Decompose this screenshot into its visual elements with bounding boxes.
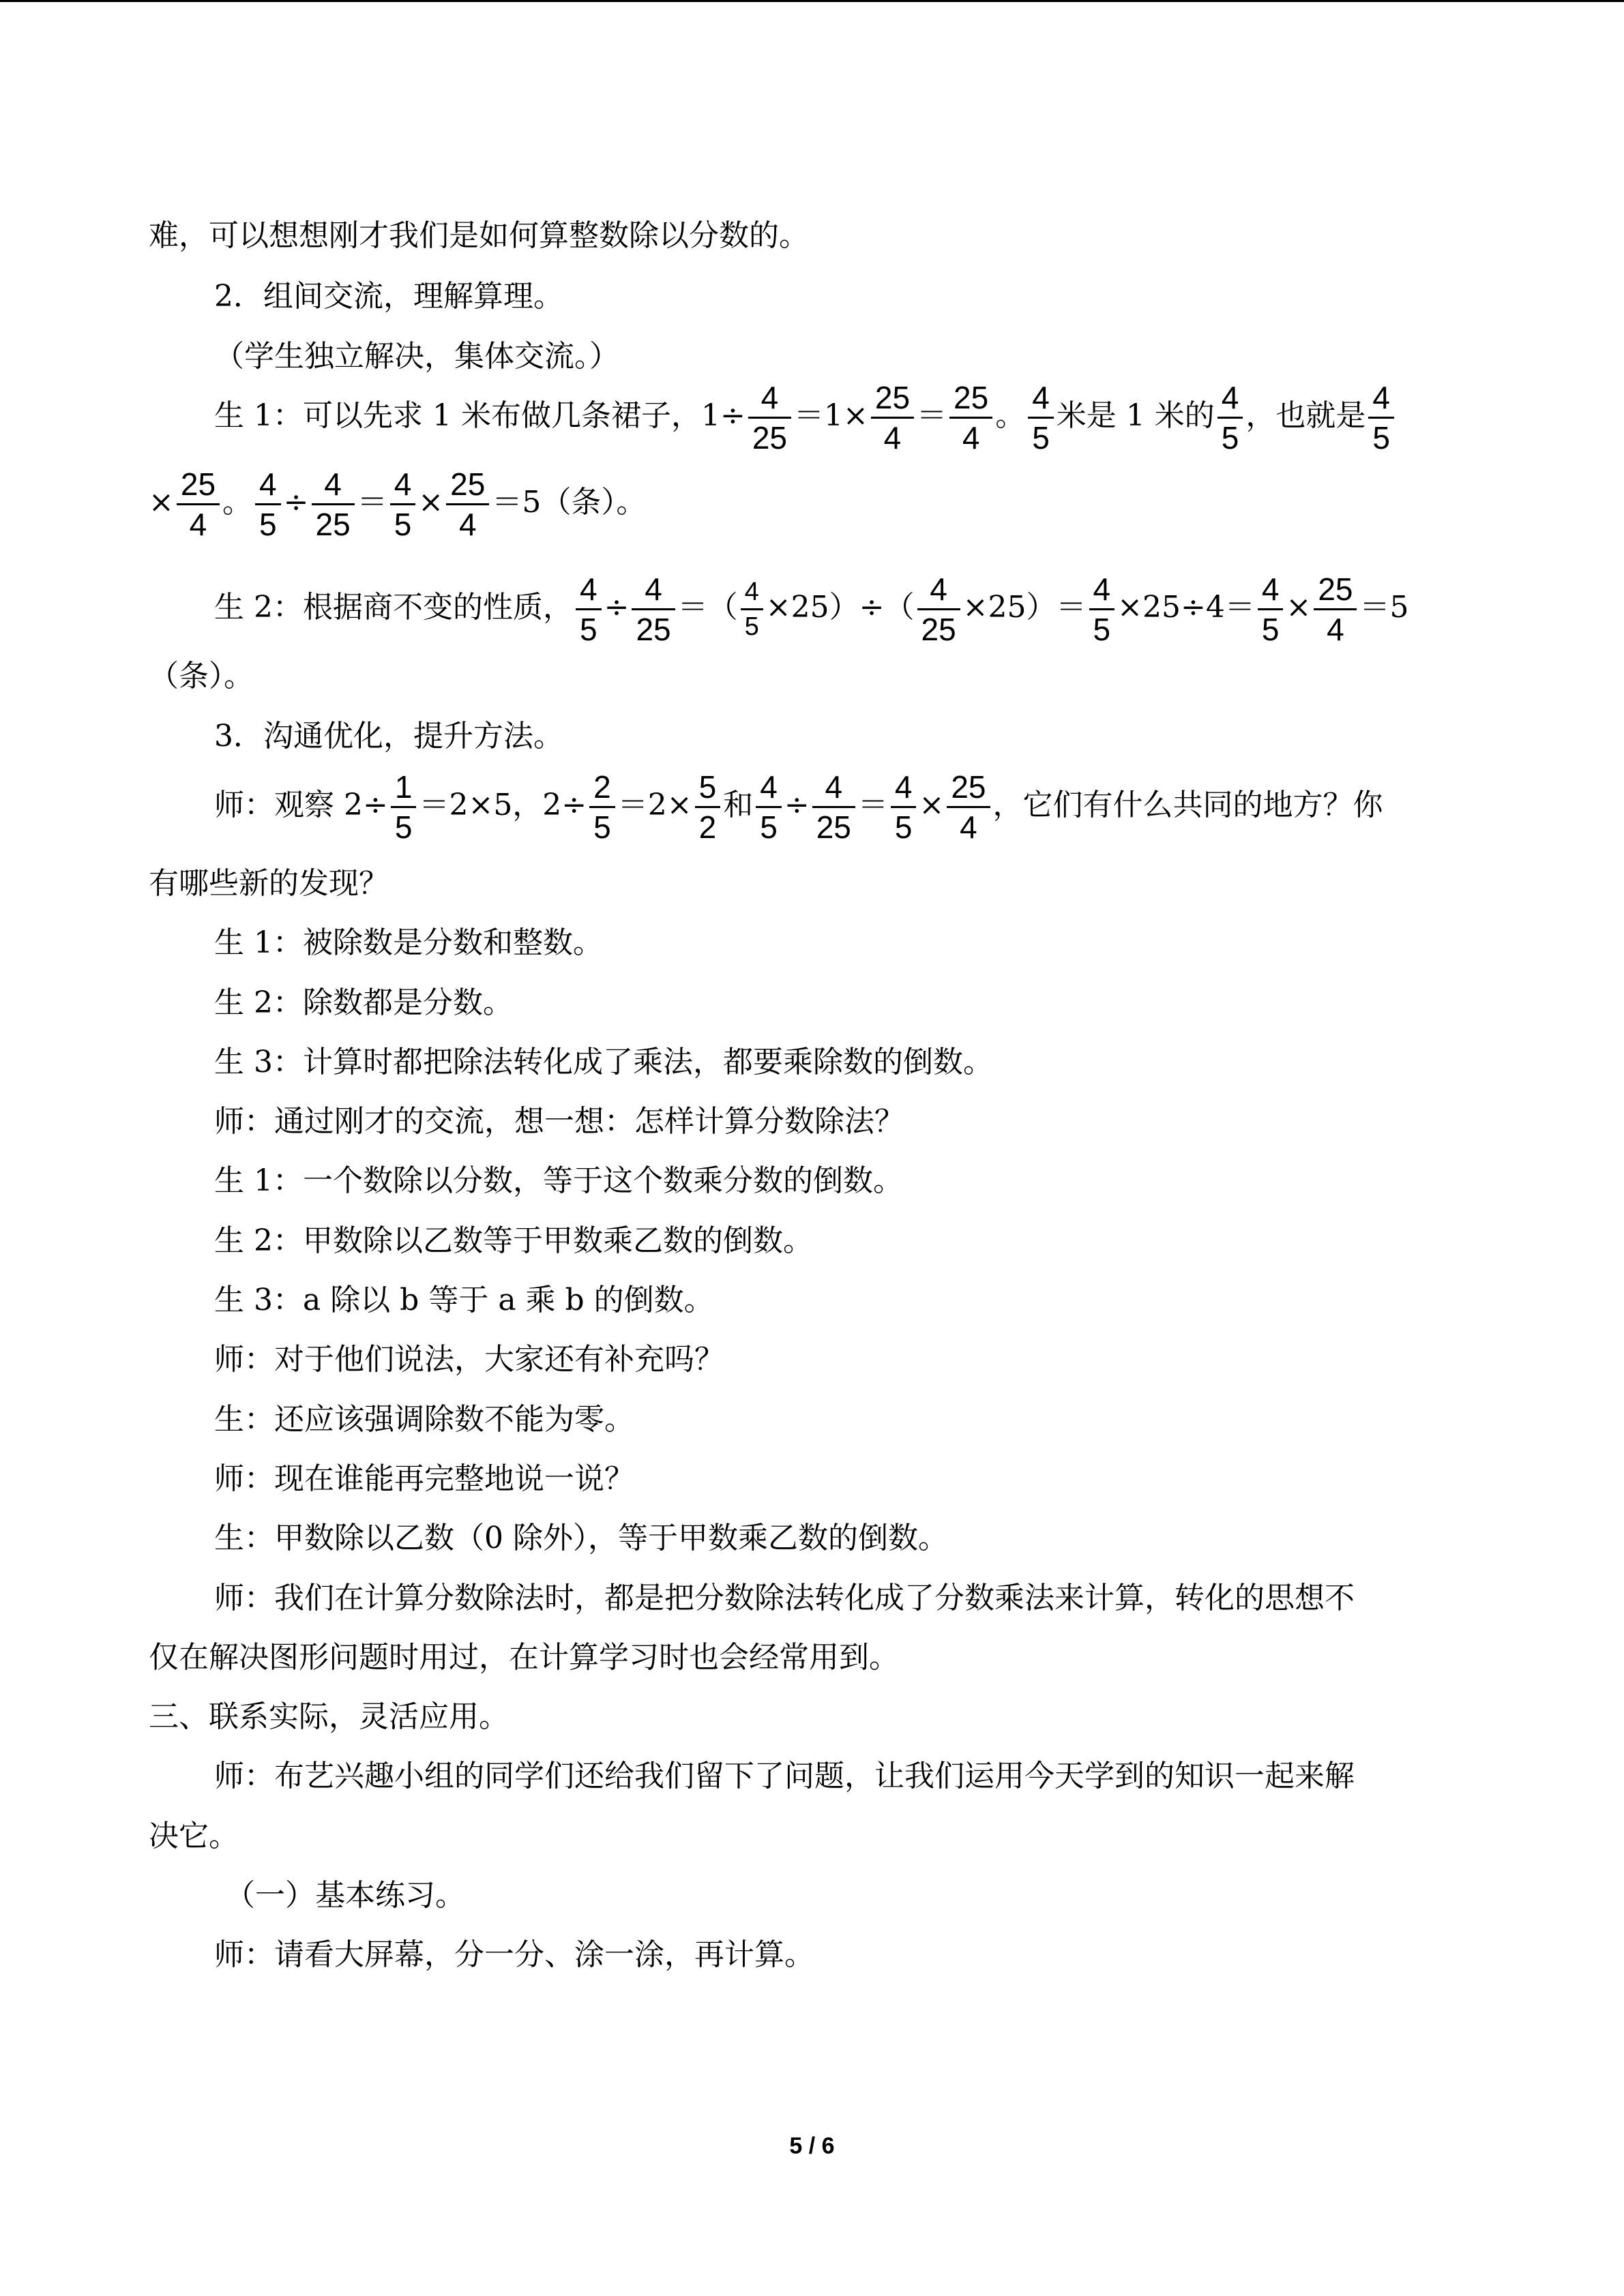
fraction-4-25: $\frac{4}{25}$	[917, 570, 960, 648]
text: ×25÷4＝	[1117, 590, 1255, 625]
student2-solution-line1	[214, 570, 1408, 648]
fraction-1-5: $\frac{1}{5}$	[391, 768, 417, 846]
text: ＝5	[1359, 590, 1409, 625]
text: ÷	[784, 788, 810, 822]
text: ，它们有什么共同的地方？你	[992, 788, 1383, 822]
fraction-4-25: $\frac{4}{25}$	[812, 768, 855, 846]
fraction-4-5: $\frac{4}{5}$	[756, 768, 782, 846]
fraction-4-5: $\frac{4}{5}$	[1028, 378, 1054, 457]
fraction-4-5: $\frac{4}{5}$	[891, 768, 917, 846]
student1-solution-line2	[149, 465, 646, 543]
paragraph: 生 2：甲数除以乙数等于甲数乘乙数的倒数。	[214, 1223, 813, 1258]
text: ×25）÷（	[765, 590, 915, 625]
paragraph: 师：现在谁能再完整地说一说？	[214, 1461, 634, 1496]
paragraph: 师：布艺兴趣小组的同学们还给我们留下了问题，让我们运用今天学到的知识一起来解	[214, 1759, 1355, 1793]
paragraph: 生 3：计算时都把除法转化成了乘法，都要乘除数的倒数。	[214, 1045, 993, 1079]
fraction-4-5: $\frac{4}{5}$	[1217, 378, 1243, 457]
paragraph: 有哪些新的发现？	[149, 866, 389, 901]
text: ＝	[857, 788, 888, 822]
section-heading: 3．沟通优化，提升方法。	[214, 719, 563, 754]
fraction-4-25: $\frac{4}{25}$	[312, 465, 355, 543]
fraction-25-4: $\frac{25}{4}$	[1314, 570, 1357, 648]
teacher-observation-line1	[214, 768, 1383, 846]
paragraph: 生 1：被除数是分数和整数。	[214, 925, 603, 960]
paragraph: 生 2：除数都是分数。	[214, 985, 513, 1020]
text: ×	[149, 485, 174, 520]
student2-solution-line2: （条）。	[149, 659, 254, 694]
text: 生 2：根据商不变的性质，	[214, 590, 573, 625]
fraction-25-4: $\frac{25}{4}$	[177, 465, 220, 543]
fraction-4-5: $\frac{4}{5}$	[576, 570, 602, 648]
paragraph: 师：通过刚才的交流，想一想：怎样计算分数除法？	[214, 1104, 904, 1139]
section-heading: 2．组间交流，理解算理。	[214, 279, 563, 314]
paragraph: 生：还应该强调除数不能为零。	[214, 1402, 634, 1437]
top-border	[0, 0, 1624, 2]
text: ＝2×5，2÷	[419, 788, 587, 822]
text: ，也就是	[1245, 398, 1366, 433]
fraction-4-5: $\frac{4}{5}$	[390, 465, 416, 543]
fraction-4-5: $\frac{4}{5}$	[1368, 378, 1394, 457]
paragraph: 师：请看大屏幕，分一分、涂一涂，再计算。	[214, 1937, 814, 1972]
student1-solution-line1	[214, 378, 1397, 457]
fraction-25-4: $\frac{25}{4}$	[871, 378, 914, 457]
fraction-5-2: $\frac{5}{2}$	[695, 768, 721, 846]
fraction-2-5: $\frac{2}{5}$	[589, 768, 615, 846]
fraction-25-4: $\frac{25}{4}$	[446, 465, 489, 543]
text: ＝	[357, 485, 387, 520]
text: 。	[995, 398, 1026, 433]
text: 和	[723, 788, 754, 822]
fraction-25-4: $\frac{25}{4}$	[947, 768, 990, 846]
text: ＝（	[677, 590, 738, 625]
fraction-4-5-small: $\frac{4}{5}$	[741, 576, 763, 643]
fraction-4-25: $\frac{4}{25}$	[632, 570, 675, 648]
text: ×25）＝	[962, 590, 1087, 625]
text: 师：观察 2÷	[214, 788, 388, 822]
paragraph: 师：我们在计算分数除法时，都是把分数除法转化成了分数乘法来计算，转化的思想不	[214, 1581, 1355, 1615]
paragraph: 生 1：一个数除以分数，等于这个数乘分数的倒数。	[214, 1163, 903, 1198]
text: ÷	[283, 485, 309, 520]
fraction-4-5: $\frac{4}{5}$	[255, 465, 281, 543]
text: ＝1×	[793, 398, 868, 433]
paragraph: 仅在解决图形问题时用过，在计算学习时也会经常用到。	[149, 1640, 899, 1675]
text: ＝	[917, 398, 947, 433]
text: ×	[919, 788, 945, 822]
paragraph: 生：甲数除以乙数（0 除外），等于甲数乘乙数的倒数。	[214, 1521, 948, 1555]
fraction-4-5: $\frac{4}{5}$	[1089, 570, 1115, 648]
text: 生 1：可以先求 1 米布做几条裙子，1÷	[214, 398, 745, 433]
paragraph: （学生独立解决，集体交流。）	[214, 339, 619, 374]
fraction-4-5: $\frac{4}{5}$	[1258, 570, 1284, 648]
paragraph: 师：对于他们说法，大家还有补充吗？	[214, 1342, 724, 1377]
text: ÷	[604, 590, 630, 625]
section-heading: 三、联系实际，灵活应用。	[149, 1699, 509, 1734]
paragraph: 决它。	[149, 1819, 239, 1853]
text: 。	[222, 485, 253, 520]
paragraph: 生 3：a 除以 b 等于 a 乘 b 的倒数。	[214, 1283, 714, 1317]
text: ×	[1286, 590, 1312, 625]
text: 米是 1 米的	[1056, 398, 1215, 433]
text: ＝5（条）。	[492, 485, 647, 520]
fraction-25-4: $\frac{25}{4}$	[949, 378, 992, 457]
text: ＝2×	[617, 788, 692, 822]
page-number: 5 / 6	[789, 2133, 835, 2159]
fraction-4-25: $\frac{4}{25}$	[748, 378, 791, 457]
subsection-heading: （一）基本练习。	[225, 1878, 465, 1913]
text: ×	[418, 485, 444, 520]
paragraph: 难，可以想想刚才我们是如何算整数除以分数的。	[149, 218, 809, 253]
